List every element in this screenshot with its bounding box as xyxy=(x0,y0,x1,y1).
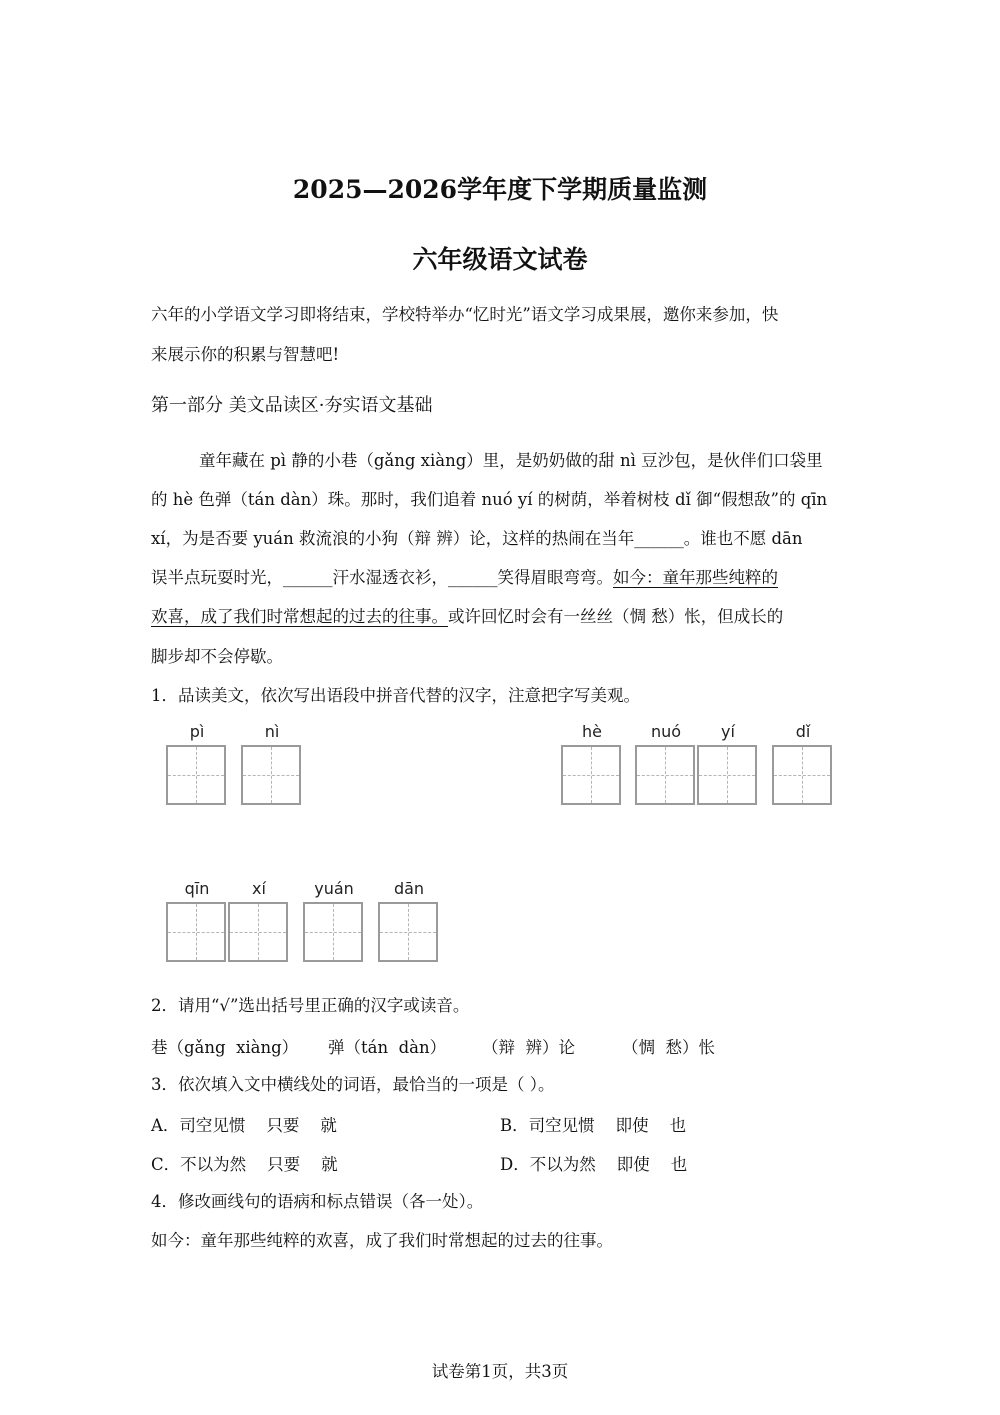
intro-line-1: 六年的小学语文学习即将结束，学校特举办“忆时光”语文学习成果展，邀你来参加，快 xyxy=(151,305,779,324)
pinyin-label: dǐ xyxy=(795,722,811,741)
underlined-sentence-part-1: 如今：童年那些纯粹的 xyxy=(613,568,778,587)
passage-line-1: 童年藏在 pì 静的小巷（gǎng xiàng）里，是奶奶做的甜 nì 豆沙包，是伙伴们口袋里 xyxy=(199,451,823,470)
pinyin-label: pì xyxy=(189,722,205,741)
question-1: 1．品读美文，依次写出语段中拼音代替的汉字，注意把字写美观。 xyxy=(151,686,640,705)
pinyin-label: yí xyxy=(721,722,735,741)
writing-box[interactable] xyxy=(228,902,288,962)
intro-line-2: 来展示你的积累与智慧吧! xyxy=(151,345,340,364)
pinyin-label: nì xyxy=(264,722,280,741)
writing-box[interactable] xyxy=(635,745,695,805)
q2-item-4[interactable]: （惆 愁）怅 xyxy=(622,1038,715,1057)
pinyin-label: yuán xyxy=(314,879,354,898)
q4-sentence: 如今：童年那些纯粹的欢喜，成了我们时常想起的过去的往事。 xyxy=(151,1231,613,1250)
writing-box[interactable] xyxy=(166,902,226,962)
pinyin-label: qīn xyxy=(184,879,210,898)
q2-item-1[interactable]: 巷（gǎng xiàng） xyxy=(151,1038,299,1057)
q3-option-a[interactable]: A．司空见惯 只要 就 xyxy=(151,1116,337,1135)
q2-item-2[interactable]: 弹（tán dàn） xyxy=(328,1038,447,1057)
passage-line-3: xí，为是否要 yuán 救流浪的小狗（辩 辨）论，这样的热闹在当年______。谁也不愿 dān xyxy=(151,529,803,548)
writing-box[interactable] xyxy=(241,745,301,805)
writing-box[interactable] xyxy=(166,745,226,805)
pinyin-label: xí xyxy=(252,879,266,898)
q3-option-d[interactable]: D．不以为然 即使 也 xyxy=(500,1155,688,1174)
writing-box[interactable] xyxy=(378,902,438,962)
underlined-sentence-part-2: 欢喜，成了我们时常想起的过去的往事。 xyxy=(151,607,448,626)
question-2: 2．请用“√”选出括号里正确的汉字或读音。 xyxy=(151,996,470,1015)
question-3: 3．依次填入文中横线处的词语，最恰当的一项是（ ）。 xyxy=(151,1075,555,1094)
writing-box[interactable] xyxy=(772,745,832,805)
q2-item-3[interactable]: （辩 辨）论 xyxy=(482,1038,575,1057)
pinyin-label: dān xyxy=(393,879,425,898)
passage-line-4 xyxy=(151,566,851,590)
section-title: 第一部分 美文品读区·夯实语文基础 xyxy=(151,395,433,416)
q3-option-b[interactable]: B．司空见惯 即使 也 xyxy=(500,1116,687,1135)
writing-box[interactable] xyxy=(303,902,363,962)
page-footer: 试卷第1页，共3页 xyxy=(431,1362,569,1381)
question-4: 4．修改画线句的语病和标点错误（各一处）。 xyxy=(151,1192,484,1211)
passage-line-5 xyxy=(151,605,851,629)
exam-title: 2025—2026学年度下学期质量监测 xyxy=(292,175,708,204)
writing-box[interactable] xyxy=(697,745,757,805)
passage-line-2: 的 hè 色弹（tán dàn）珠。那时，我们追着 nuó yí 的树荫，举着树枝 dǐ 御“假想敌”的 qīn xyxy=(151,490,828,509)
pinyin-label: nuó xyxy=(650,722,682,741)
pinyin-label: hè xyxy=(582,722,602,741)
exam-subtitle: 六年级语文试卷 xyxy=(412,245,588,274)
q3-option-c[interactable]: C．不以为然 只要 就 xyxy=(151,1155,338,1174)
passage-line-5-text: 或许回忆时会有一丝丝（惆 愁）怅，但成长的 xyxy=(448,607,784,626)
writing-box[interactable] xyxy=(561,745,621,805)
passage-line-6: 脚步却不会停歇。 xyxy=(151,647,283,666)
passage-line-4-text: 误半点玩耍时光，______汗水湿透衣衫，______笑得眉眼弯弯。 xyxy=(151,568,613,587)
